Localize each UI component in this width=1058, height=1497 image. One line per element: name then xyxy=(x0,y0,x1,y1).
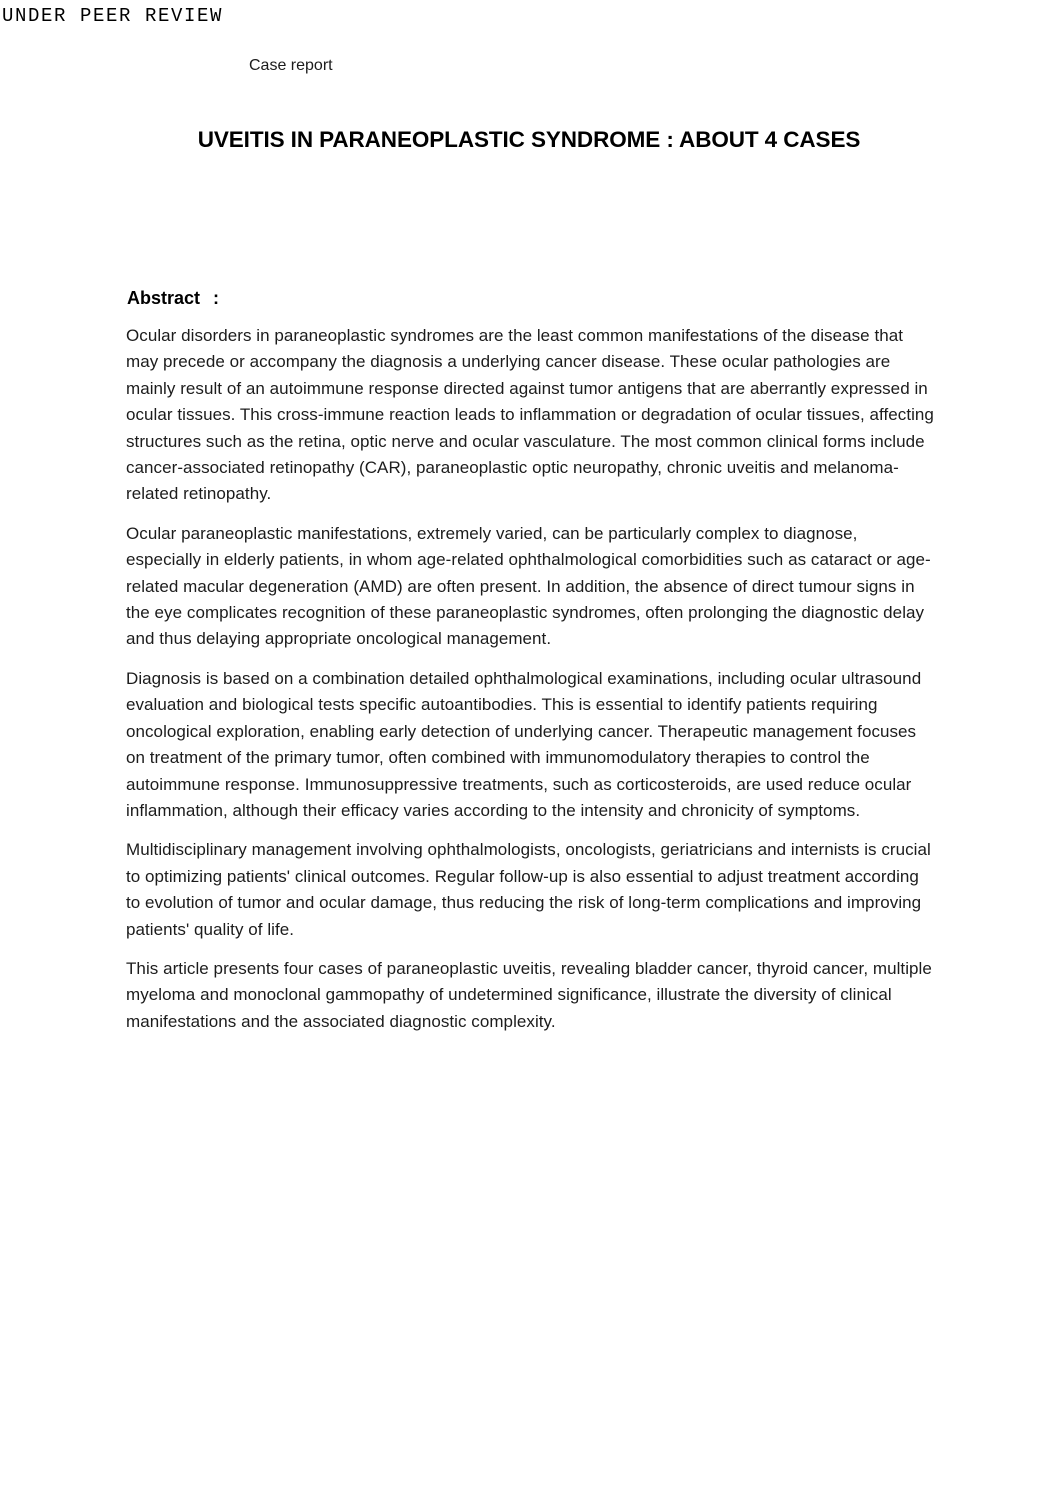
peer-review-watermark: UNDER PEER REVIEW xyxy=(2,5,224,27)
abstract-paragraph-2: Ocular paraneoplastic manifestations, extremely varied, can be particularly complex to diagnose, especially in elderly patients, in whom age-related ophthalmological comorbidities such as cataract or age-related macular degeneration (AMD) are often present. In addition, the absence of direct tumour signs in the eye complicates recognition of these paraneoplastic syndromes, often prolonging the diagnostic delay and thus delaying appropriate oncological management. xyxy=(126,523,931,649)
paper-title: UVEITIS IN PARANEOPLASTIC SYNDROME : ABOUT 4 CASES xyxy=(197,127,861,152)
article-type-label: Case report xyxy=(249,57,333,74)
abstract-body xyxy=(126,323,936,1048)
abstract-paragraph-3: Diagnosis is based on a combination detailed ophthalmological examinations, including ocular ultrasound evaluation and biological tests specific autoantibodies. This is essential to identify patients requiring oncological exploration, enabling early detection of underlying cancer. Therapeutic management focuses on treatment of the primary tumor, often combined with immunomodulatory therapies to control the autoimmune response. Immunosuppressive treatments, such as corticosteroids, are used reduce ocular inflammation, although their efficacy varies according to the intensity and chronicity of symptoms. xyxy=(126,668,922,820)
abstract-paragraph-4: Multidisciplinary management involving ophthalmologists, oncologists, geriatricians and internists is crucial to optimizing patients' clinical outcomes. Regular follow-up is also essential to adjust treatment according to evolution of tumor and ocular damage, thus reducing the risk of long-term complications and improving patients' quality of life. xyxy=(126,840,931,939)
abstract-heading-text: Abstract xyxy=(127,288,201,308)
abstract-paragraph-5: This article presents four cases of paraneoplastic uveitis, revealing bladder cancer, thyroid cancer, multiple myeloma and monoclonal gammopathy of undetermined significance, illustrate the diversity of clinical manifestations and the associated diagnostic complexity. xyxy=(126,958,932,1031)
abstract-paragraph-1: Ocular disorders in paraneoplastic syndromes are the least common manifestations of the disease that may precede or accompany the diagnosis a underlying cancer disease. These ocular pathologies are mainly result of an autoimmune response directed against tumor antigens that are aberrantly expressed in ocular tissues. This cross-immune reaction leads to inflammation or degradation of ocular tissues, affecting structures such as the retina, optic nerve and ocular vasculature. The most common clinical forms include cancer-associated retinopathy (CAR), paraneoplastic optic neuropathy, chronic uveitis and melanoma-related retinopathy. xyxy=(126,326,934,504)
abstract-heading-colon: : xyxy=(213,288,220,308)
abstract-heading xyxy=(127,288,219,309)
